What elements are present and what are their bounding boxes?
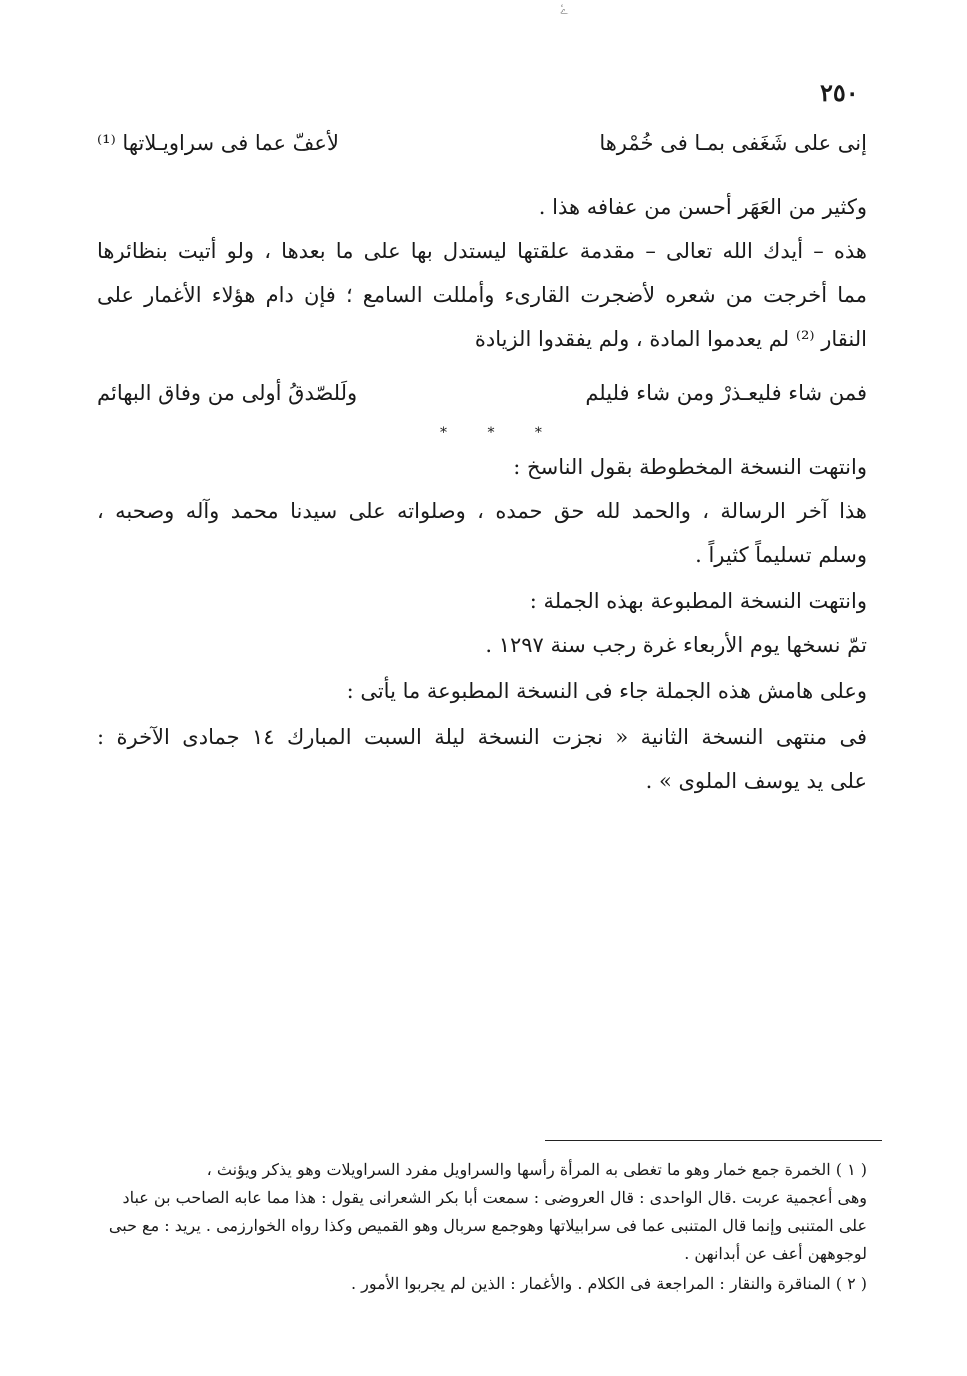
verse-1-first-hemistich: إنى على شَغَفى بمـا فى خُمْرها [599, 131, 867, 155]
paragraph-1: وكثير من العَهَر أحسن من عفافه هذا . [538, 195, 867, 219]
verse-2-first-hemistich: فمن شاء فليعـذرْ ومن شاء فليلم [585, 381, 867, 405]
paragraph-4-line-1: هذا آخر الرسالة ، والحمد لله حق حمده ، وصلواته على سيدنا محمد وآله وصحبه ، [97, 499, 868, 523]
page-number: ٢٥٠ [820, 78, 859, 107]
paragraph-2-line-3: النقار ⁽²⁾ لم يعدموا المادة ، ولم يفقدوا الزيادة [474, 327, 867, 351]
section-separator: * * * [440, 425, 560, 441]
paragraph-4-line-2: وسلم تسليماً كثيراً . [695, 543, 867, 567]
verse-2-second-hemistich: ولَلصّدقُ أولى من وفاق البهائم [97, 381, 358, 405]
verse-1-second-hemistich: لأعفّ عما فى سراويـلاتها ⁽¹⁾ [97, 131, 339, 155]
footnote-divider [545, 1140, 882, 1141]
paragraph-2-line-1: هذه – أيدك الله تعالى – مقدمة علقتها ليستدل بها على ما بعدها ، ولو أتيت بنظائرها [97, 239, 867, 263]
paragraph-5: وانتهت النسخة المطبوعة بهذه الجملة : [529, 589, 867, 613]
paragraph-2-line-2: مما أخرجت من شعره لأضجرت القارىء وأمللت السامع ؛ فإن دام هؤلاء الأغمار على [97, 283, 867, 307]
verse-2 [97, 378, 867, 408]
footnote-1-line-2: وهى أعجمية عربت .قال الواحدى : قال العروضى : سمعت أبا بكر الشعرانى يقول : هذا مما عابه الصاحب بن عباد [122, 1188, 867, 1207]
footnote-2: ( ٢ ) المناقرة والنقار : المراجعة فى الكلام . والأغمار : الذين لم يجربوا الأمور . [350, 1274, 867, 1293]
paragraph-7: وعلى هامش هذه الجملة جاء فى النسخة المطبوعة ما يأتى : [346, 679, 867, 703]
verse-1 [97, 128, 867, 158]
paragraph-8-line-2: على يد يوسف الملوى » . [645, 769, 867, 793]
paragraph-6: تمّ نسخها يوم الأربعاء غرة رجب سنة ١٢٩٧ . [485, 633, 867, 657]
scan-mark: ﮰ [560, 0, 569, 14]
paragraph-8-line-1: فى منتهى النسخة الثانية « نجزت النسخة ليلة السبت المبارك ١٤ جمادى الآخرة : [97, 725, 867, 749]
footnote-1-line-3: على المتنبى وإنما قال المتنبى عما فى سرابيلاتها وهوجمع سربال وهو القميص وكذا رواه الخوارزمى . يريد : مع حبى [108, 1216, 867, 1235]
footnote-1-line-4: لوجوههن أعف عن أبدانهن . [684, 1244, 867, 1263]
paragraph-3: وانتهت النسخة المخطوطة بقول الناسخ : [513, 455, 867, 479]
footnote-1-line-1: ( ١ ) الخمرة جمع خمار وهو ما تغطى به المرأة رأسها والسراويل مفرد السراويلات وهو يذكر ويؤنث ، [206, 1160, 867, 1179]
